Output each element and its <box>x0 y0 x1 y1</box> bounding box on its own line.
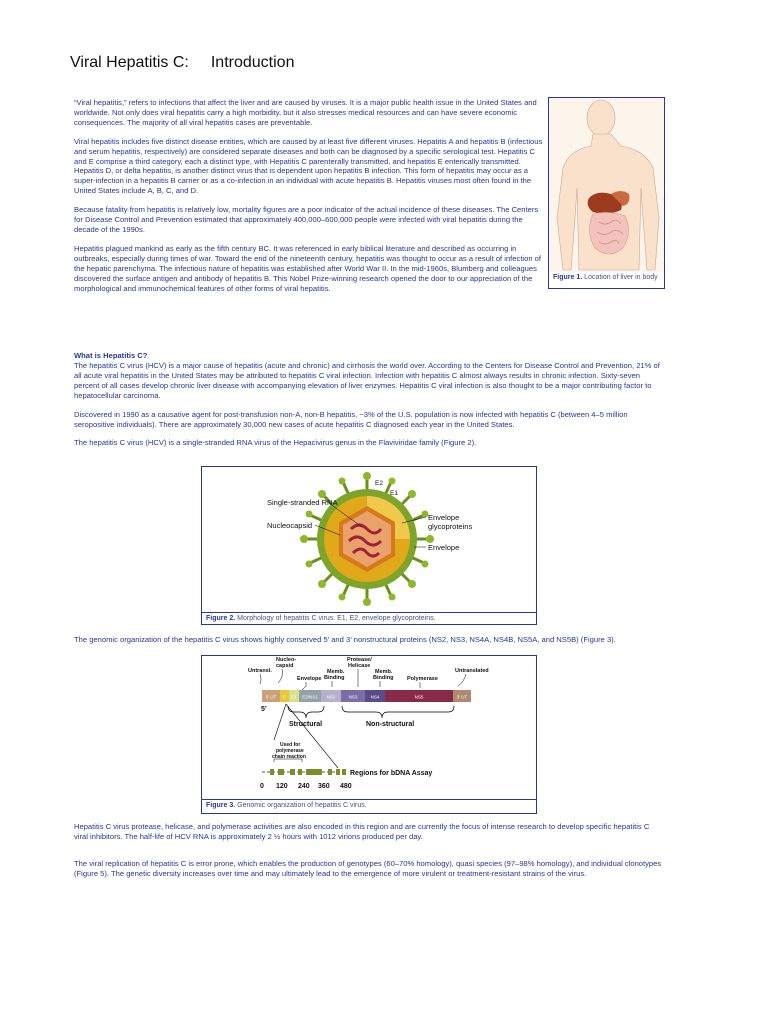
label-ssrna: Single-stranded RNA <box>267 498 338 507</box>
g-untranslated: Untranslated <box>455 668 489 674</box>
section-paragraph-2: Discovered in 1990 as a causative agent for post-transfusion non-A, non-B hepatitis, ~3% of the U.S. population is now infected with hepatitis C (between 4–5 million seropositive individuals). There are approximately 30,000 new cases of acute hepatitis C diagnosed each year in the United States. <box>74 409 628 429</box>
g-protease1: Protease/ <box>347 657 372 663</box>
g-memb2a: Memb. <box>375 669 393 675</box>
g-used3: chain reaction <box>272 754 306 760</box>
section-heading: What is Hepatitis C? <box>74 351 148 360</box>
assay-region <box>328 769 332 775</box>
genome-segment-label: NS3 <box>348 694 358 700</box>
intro-paragraph-2: Viral hepatitis includes five distinct disease entities, which are caused by at least five different viruses. Hepatitis A and hepatitis B (infectious and serum hepatitis, respectively) are considered separate diseases and both can be diagnosed by a specific serological test. Hepatitis C and E comprise a third category, each a distinct type, with Hepatitis C parenterally transmitted, and hepatitis E enterically transmitted. Hepatitis D, or delta hepatitis, is another distinct virus that is dependent upon hepatitis B infection. This form of hepatitis may occur as a super-infection in a hepatitis B carrier or as a co-infection in an individual with acute hepatitis B. Hepatitis viruses most often found in the United States include A, B, C, and D. <box>74 136 543 196</box>
genome-segment-label: E2/NS1 <box>302 694 318 700</box>
genome-segment-label: 3' UT <box>456 694 468 700</box>
genome-segment-label: C <box>282 694 287 700</box>
label-envelope: Envelope <box>428 543 460 552</box>
assay-region <box>336 769 340 775</box>
label-e2: E2 <box>375 480 383 487</box>
genome-segment-label: NS4 <box>370 694 380 700</box>
assay-region <box>298 769 302 775</box>
genome-segment-label: E1 <box>291 694 297 700</box>
g-used1: Used for <box>280 742 301 748</box>
scale-tick-label: 0 <box>260 783 264 790</box>
assay-region <box>270 769 274 775</box>
figure-2-caption: Figure 2. Morphology of hepatitis C virus. E1, E2, envelope glycoproteins. <box>202 612 536 622</box>
figure-2 <box>201 466 537 625</box>
title-part2: Introduction <box>210 54 295 71</box>
figure-3 <box>201 655 537 814</box>
intro-paragraph-1: “Viral hepatitis,” refers to infections that affect the liver and are caused by viruses. It is a major public health issue in the United States and worldwide. Not only does viral hepatitis carry a high morbidity, but it also stresses medical resources and can have severe economic consequences. The majority of all viral hepatitis cases are preventable. <box>74 98 537 127</box>
label-e1: E1 <box>390 490 398 497</box>
figure-1-caption: Figure 1. Location of liver in body <box>553 274 658 281</box>
replication-paragraph: The viral replication of hepatitis C is error prone, which enables the production of genotypes (60–70% homology), quasi species (97–98% homology), and individual clonotypes (Figure 5). The genetic diversity increases over time and may ultimately lead to the emergence of more virulent or treatment-resistant strains of the virus. <box>74 859 662 878</box>
genome-segment-label: NS2 <box>326 694 336 700</box>
scale-tick-label: 120 <box>276 783 288 790</box>
g-regions: Regions for bDNA Assay <box>350 770 433 777</box>
enzymes-paragraph: Hepatitis C virus protease, helicase, and polymerase activities are also encoded in this region and are currently the focus of intense research to develop specific hepatitis C viral inhibitors. The half-life of HCV RNA is approximately 2 ½ hours with 1012 virions produced per day. <box>74 822 650 841</box>
assay-region <box>306 769 322 775</box>
g-memb1a: Memb. <box>327 669 345 675</box>
g-untransl: Untransl. <box>248 668 272 674</box>
genome-segment-label: 5' UT <box>265 694 277 700</box>
g-structural: Structural <box>289 721 323 728</box>
g-nucleo2: capsid <box>276 663 294 669</box>
figure-3-caption: Figure 3. Genomic organization of hepatitis C virus. <box>202 799 536 809</box>
label-envelope-glyco-2: glycoproteins <box>428 522 473 531</box>
scale-tick-label: 360 <box>318 783 330 790</box>
hcv-morphology-illustration <box>202 467 536 607</box>
body-liver-illustration <box>549 98 664 272</box>
g-protease2: Helicase <box>348 663 371 669</box>
page-title <box>70 54 294 72</box>
g-nucleo1: Nucleo- <box>276 657 297 663</box>
intro-paragraph-4: Hepatitis plagued mankind as early as the fifth century BC. It was referenced in early biblical literature and described as occurring in outbreaks, especially during times of war. Toward the end of the nineteenth century, hepatitis was thought to occur as a result of infection of the hepatic parenchyma. The infectious nature of hepatitis was established after World War II. In the mid-1960s, Blumberg and colleagues discovered the surface antigen and antibody of hepatitis B. This Nobel Prize-winning research opened the door to our appreciation of the morphological and immunochemical features of other forms of viral hepatitis. <box>74 243 542 293</box>
g-envelope: Envelope <box>297 676 322 682</box>
label-nucleocapsid: Nucleocapsid <box>267 521 313 530</box>
g-memb1b: Binding <box>324 675 345 681</box>
assay-region <box>290 769 295 775</box>
bdna-assay-bar <box>262 769 346 775</box>
figure-1 <box>548 97 665 289</box>
genome-segment-bar <box>262 690 471 702</box>
label-envelope-glyco-1: Envelope <box>428 513 460 522</box>
assay-region <box>278 769 284 775</box>
genomic-paragraph: The genomic organization of the hepatitis C virus shows highly conserved 5’ and 3’ nonstructural proteins (NS2, NS3, NS4A, NS4B, NS5A, and NS5B) (Figure 3). <box>74 635 616 644</box>
title-part1: Viral Hepatitis C: <box>70 54 189 71</box>
section-paragraph-1: The hepatitis C virus (HCV) is a major cause of hepatitis (acute and chronic) and cirrhosis the world over. According to the Centers for Disease Control and Prevention, 21% of all acute viral hepatitis in the United States may be attributed to hepatitis C viral infection. Infection with hepatitis C almost always results in chronic infection. Sixty-seven percent of all cases develop chronic liver disease with accompanying elevation of liver enzymes. Hepatitis C viral infection is also thought to be a major contributing factor to hepatocellular carcinoma. <box>74 361 660 400</box>
section-body <box>74 361 664 448</box>
g-used2: polymerase <box>276 748 304 754</box>
intro-paragraph-3: Because fatality from hepatitis is relatively low, mortality figures are a poor indicator of the actual incidence of these diseases. The Centers for Disease Control and Prevention estimated that approximately 400,000–600,000 people were infected with viral hepatitis during the decade of the 1990s. <box>74 205 539 234</box>
g-five: 5’ <box>261 706 267 713</box>
g-polymerase: Polymerase <box>407 676 438 682</box>
g-nonstructural: Non-structural <box>366 721 415 728</box>
assay-region <box>342 769 346 775</box>
scale-tick-label: 480 <box>340 783 352 790</box>
section-paragraph-3: The hepatitis C virus (HCV) is a single-stranded RNA virus of the Hepacivirus genus in the Flaviviridae family (Figure 2). <box>74 438 477 448</box>
scale-tick-label: 240 <box>298 783 310 790</box>
hcv-genome-diagram <box>202 656 536 796</box>
intro-section <box>74 98 548 293</box>
genome-segment-label: NS5 <box>414 694 424 700</box>
g-memb2b: Binding <box>373 675 394 681</box>
genome-scale <box>260 783 352 790</box>
